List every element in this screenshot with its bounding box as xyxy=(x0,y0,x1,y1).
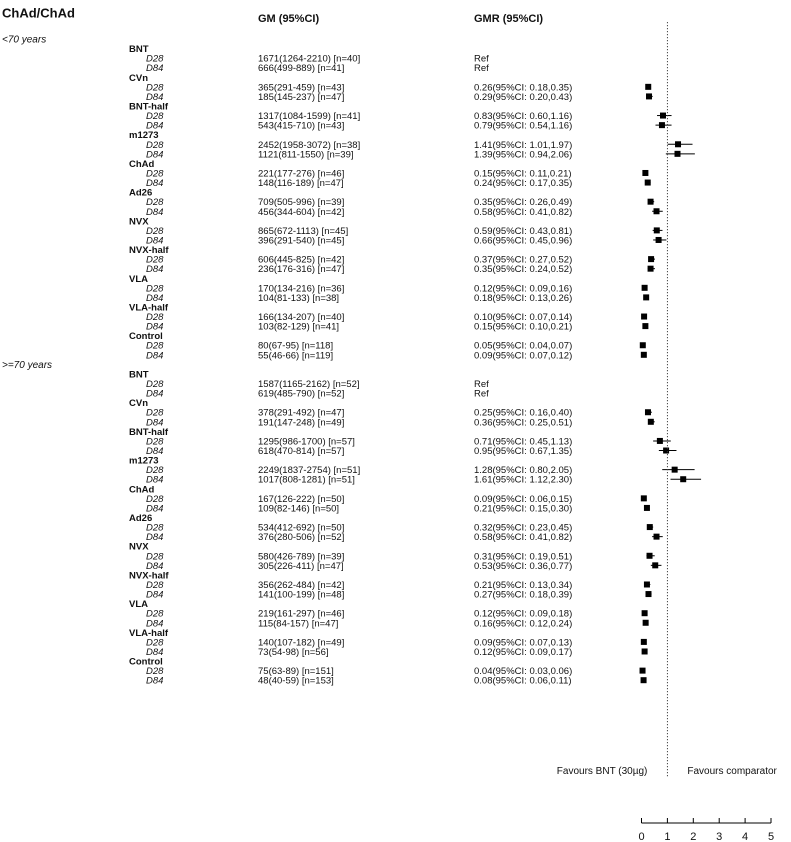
point-estimate xyxy=(654,534,660,540)
gm-value: 170(134-216) [n=36] xyxy=(258,283,345,295)
vaccine-label: BNT-half xyxy=(129,101,169,113)
day-label: D84 xyxy=(146,350,164,362)
point-estimate xyxy=(641,495,647,501)
day-label: D28 xyxy=(146,197,164,209)
gmr-value: Ref xyxy=(474,53,489,65)
gmr-value: 0.36(95%CI: 0.25,0.51) xyxy=(474,417,573,429)
day-label: D84 xyxy=(146,474,164,486)
point-estimate xyxy=(648,419,654,425)
gmr-value: 0.59(95%CI: 0.43,0.81) xyxy=(474,225,573,237)
vaccine-label: ChAd xyxy=(129,158,155,170)
point-estimate xyxy=(641,352,647,358)
day-label: D28 xyxy=(146,283,164,295)
day-label: D84 xyxy=(146,532,164,544)
point-estimate xyxy=(640,342,646,348)
day-label: D84 xyxy=(146,618,164,630)
gmr-value: 0.05(95%CI: 0.04,0.07) xyxy=(474,340,573,352)
gm-value: 236(176-316) [n=47] xyxy=(258,264,345,276)
gm-value: 865(672-1113) [n=45] xyxy=(258,225,349,237)
gmr-value: 0.66(95%CI: 0.45,0.96) xyxy=(474,235,573,247)
vaccine-label: CVn xyxy=(129,398,148,410)
gmr-value: 0.31(95%CI: 0.19,0.51) xyxy=(474,551,573,563)
gmr-value: 0.53(95%CI: 0.36,0.77) xyxy=(474,560,573,572)
point-estimate xyxy=(642,648,648,654)
gmr-value: Ref xyxy=(474,379,489,391)
vaccine-label: BNT xyxy=(129,44,149,56)
day-label: D84 xyxy=(146,235,164,247)
point-estimate xyxy=(642,323,648,329)
point-estimate xyxy=(641,677,647,683)
chart-title: ChAd/ChAd xyxy=(2,5,75,21)
gm-value: 396(291-540) [n=45] xyxy=(258,235,345,247)
gm-value: 148(116-189) [n=47] xyxy=(258,178,344,190)
gm-value: 1671(1264-2210) [n=40] xyxy=(258,53,361,65)
vaccine-label: Control xyxy=(129,331,163,343)
day-label: D28 xyxy=(146,340,164,352)
gm-value: 166(134-207) [n=40] xyxy=(258,312,345,324)
gmr-value: 0.04(95%CI: 0.03,0.06) xyxy=(474,666,573,678)
day-label: D84 xyxy=(146,63,164,75)
gm-value: 73(54-98) [n=56] xyxy=(258,646,329,658)
day-label: D28 xyxy=(146,465,164,477)
day-label: D28 xyxy=(146,254,164,266)
point-estimate xyxy=(644,581,650,587)
gm-value: 115(84-157) [n=47] xyxy=(258,618,339,630)
point-estimate xyxy=(645,591,651,597)
day-label: D28 xyxy=(146,407,164,419)
gm-value: 75(63-89) [n=151] xyxy=(258,666,334,678)
age-group-label: >=70 years xyxy=(2,359,53,371)
gm-value: 709(505-996) [n=39] xyxy=(258,197,345,209)
day-label: D84 xyxy=(146,321,164,333)
day-label: D84 xyxy=(146,206,164,218)
gmr-value: 0.21(95%CI: 0.13,0.34) xyxy=(474,579,573,591)
x-tick-label: 1 xyxy=(664,831,671,842)
point-estimate xyxy=(645,180,651,186)
point-estimate xyxy=(652,562,658,568)
vaccine-label: VLA xyxy=(129,599,148,611)
gmr-value: 0.12(95%CI: 0.09,0.16) xyxy=(474,283,573,295)
point-estimate xyxy=(660,113,666,119)
point-estimate xyxy=(645,409,651,415)
day-label: D28 xyxy=(146,53,164,65)
point-estimate xyxy=(642,610,648,616)
point-estimate xyxy=(663,448,669,454)
point-estimate xyxy=(675,151,681,157)
day-label: D28 xyxy=(146,579,164,591)
gmr-value: 0.21(95%CI: 0.15,0.30) xyxy=(474,503,573,515)
gm-value: 1317(1084-1599) [n=41] xyxy=(258,111,361,123)
day-label: D84 xyxy=(146,503,164,515)
day-label: D84 xyxy=(146,388,164,400)
gm-value: 606(445-825) [n=42] xyxy=(258,254,345,266)
gm-value: 543(415-710) [n=43] xyxy=(258,120,345,132)
gmr-value: 0.37(95%CI: 0.27,0.52) xyxy=(474,254,573,266)
day-label: D84 xyxy=(146,446,164,458)
gmr-value: 0.35(95%CI: 0.24,0.52) xyxy=(474,264,573,276)
vaccine-label: BNT xyxy=(129,369,149,381)
gmr-value: 0.35(95%CI: 0.26,0.49) xyxy=(474,197,573,209)
gm-value: 619(485-790) [n=52] xyxy=(258,388,345,400)
point-estimate xyxy=(648,256,654,262)
day-label: D84 xyxy=(146,646,164,658)
point-estimate xyxy=(642,170,648,176)
vaccine-label: Ad26 xyxy=(129,187,153,199)
gmr-value: 0.27(95%CI: 0.18,0.39) xyxy=(474,589,573,601)
gmr-value: 1.41(95%CI: 1.01,1.97) xyxy=(474,139,573,151)
day-label: D28 xyxy=(146,551,164,563)
gm-value: 191(147-248) [n=49] xyxy=(258,417,345,429)
gm-value: 618(470-814) [n=57] xyxy=(258,446,345,458)
day-label: D84 xyxy=(146,91,164,103)
gmr-value: 1.39(95%CI: 0.94,2.06) xyxy=(474,149,573,161)
gmr-value: 0.58(95%CI: 0.41,0.82) xyxy=(474,532,573,544)
gmr-value: 0.10(95%CI: 0.07,0.14) xyxy=(474,312,573,324)
point-estimate xyxy=(647,553,653,559)
day-label: D28 xyxy=(146,666,164,678)
gm-value: 1587(1165-2162) [n=52] xyxy=(258,379,360,391)
point-estimate xyxy=(680,476,686,482)
day-label: D28 xyxy=(146,608,164,620)
day-label: D28 xyxy=(146,312,164,324)
point-estimate xyxy=(642,285,648,291)
gmr-value: 0.71(95%CI: 0.45,1.13) xyxy=(474,436,573,448)
day-label: D84 xyxy=(146,264,164,276)
point-estimate xyxy=(672,467,678,473)
gmr-value: 0.25(95%CI: 0.16,0.40) xyxy=(474,407,573,419)
gm-value: 104(81-133) [n=38] xyxy=(258,292,340,304)
gm-value: 1017(808-1281) [n=51] xyxy=(258,474,355,486)
point-estimate xyxy=(654,227,660,233)
vaccine-label: ChAd xyxy=(129,484,155,496)
day-label: D28 xyxy=(146,522,164,534)
gmr-value: 0.09(95%CI: 0.07,0.13) xyxy=(474,637,573,649)
gm-value: 141(100-199) [n=48] xyxy=(258,589,345,601)
day-label: D84 xyxy=(146,589,164,601)
point-estimate xyxy=(654,208,660,214)
gm-value: 48(40-59) [n=153] xyxy=(258,675,334,687)
x-tick-label: 2 xyxy=(690,831,697,842)
day-label: D28 xyxy=(146,82,164,94)
point-estimate xyxy=(641,639,647,645)
gmr-value: 0.26(95%CI: 0.18,0.35) xyxy=(474,82,573,94)
point-estimate xyxy=(643,620,649,626)
vaccine-label: m1273 xyxy=(129,130,159,142)
vaccine-label: NVX-half xyxy=(129,570,169,582)
gmr-value: 0.29(95%CI: 0.20,0.43) xyxy=(474,91,573,103)
gm-value: 185(145-237) [n=47] xyxy=(258,91,345,103)
day-label: D84 xyxy=(146,120,164,132)
gm-value: 80(67-95) [n=118] xyxy=(258,340,334,352)
day-label: D28 xyxy=(146,139,164,151)
gm-value: 305(226-411) [n=47] xyxy=(258,560,344,572)
gm-value: 378(291-492) [n=47] xyxy=(258,407,345,419)
gmr-value: 0.15(95%CI: 0.10,0.21) xyxy=(474,321,573,333)
gmr-value: 0.16(95%CI: 0.12,0.24) xyxy=(474,618,573,630)
vaccine-label: BNT-half xyxy=(129,426,169,438)
gm-value: 2452(1958-3072) [n=38] xyxy=(258,139,361,151)
gmr-value: 0.58(95%CI: 0.41,0.82) xyxy=(474,206,573,218)
gm-value: 219(161-297) [n=46] xyxy=(258,608,345,620)
point-estimate xyxy=(659,122,665,128)
gmr-value: 0.32(95%CI: 0.23,0.45) xyxy=(474,522,573,534)
vaccine-label: m1273 xyxy=(129,455,159,467)
day-label: D84 xyxy=(146,178,164,190)
day-label: D84 xyxy=(146,417,164,429)
point-estimate xyxy=(648,266,654,272)
day-label: D84 xyxy=(146,560,164,572)
gmr-value: 0.09(95%CI: 0.07,0.12) xyxy=(474,350,573,362)
gmr-value: 1.28(95%CI: 0.80,2.05) xyxy=(474,465,573,477)
day-label: D84 xyxy=(146,292,164,304)
gm-value: 1121(811-1550) [n=39] xyxy=(258,149,354,161)
day-label: D28 xyxy=(146,637,164,649)
x-tick-label: 4 xyxy=(742,831,749,842)
vaccine-label: NVX xyxy=(129,216,149,228)
gm-value: 456(344-604) [n=42] xyxy=(258,206,345,218)
gm-value: 140(107-182) [n=49] xyxy=(258,637,345,649)
day-label: D28 xyxy=(146,379,164,391)
gm-value: 167(126-222) [n=50] xyxy=(258,493,345,505)
gm-value: 376(280-506) [n=52] xyxy=(258,532,345,544)
x-tick-label: 5 xyxy=(767,831,775,842)
day-label: D84 xyxy=(146,675,164,687)
gm-value: 356(262-484) [n=42] xyxy=(258,579,345,591)
gmr-value: 0.08(95%CI: 0.06,0.11) xyxy=(474,675,572,687)
day-label: D28 xyxy=(146,225,164,237)
point-estimate xyxy=(646,93,652,99)
gm-column-header: GM (95%CI) xyxy=(258,13,320,25)
point-estimate xyxy=(647,524,653,530)
vaccine-label: VLA-half xyxy=(129,302,169,314)
gmr-value: 0.24(95%CI: 0.17,0.35) xyxy=(474,178,573,190)
point-estimate xyxy=(645,84,651,90)
gmr-value: 0.09(95%CI: 0.06,0.15) xyxy=(474,493,573,505)
x-tick-label: 3 xyxy=(716,831,723,842)
day-label: D28 xyxy=(146,111,164,123)
point-estimate xyxy=(675,141,681,147)
gm-value: 103(82-129) [n=41] xyxy=(258,321,340,333)
gmr-column-header: GMR (95%CI) xyxy=(474,13,544,25)
point-estimate xyxy=(644,505,650,511)
point-estimate xyxy=(641,314,647,320)
gmr-value: 0.95(95%CI: 0.67,1.35) xyxy=(474,446,573,458)
gmr-value: 0.79(95%CI: 0.54,1.16) xyxy=(474,120,573,132)
point-estimate xyxy=(640,668,646,674)
gm-value: 666(499-889) [n=41] xyxy=(258,63,345,75)
day-label: D28 xyxy=(146,168,164,180)
vaccine-label: Ad26 xyxy=(129,513,153,524)
gm-value: 365(291-459) [n=43] xyxy=(258,82,345,94)
gm-value: 534(412-692) [n=50] xyxy=(258,522,345,534)
gmr-value: 0.12(95%CI: 0.09,0.17) xyxy=(474,646,573,658)
vaccine-label: CVn xyxy=(129,72,148,84)
gm-value: 580(426-789) [n=39] xyxy=(258,551,345,563)
favours-left-label: Favours BNT (30µg) xyxy=(556,766,648,777)
point-estimate xyxy=(656,237,662,243)
gmr-value: 1.61(95%CI: 1.12,2.30) xyxy=(474,474,573,486)
vaccine-label: NVX xyxy=(129,541,149,553)
gmr-value: 0.18(95%CI: 0.13,0.26) xyxy=(474,292,573,304)
gm-value: 109(82-146) [n=50] xyxy=(258,503,340,515)
day-label: D28 xyxy=(146,493,164,505)
gmr-value: 0.83(95%CI: 0.60,1.16) xyxy=(474,111,573,123)
vaccine-label: VLA xyxy=(129,273,148,285)
gm-value: 55(46-66) [n=119] xyxy=(258,350,334,362)
gm-value: 1295(986-1700) [n=57] xyxy=(258,436,355,448)
vaccine-label: VLA-half xyxy=(129,627,169,639)
age-group-label: <70 years xyxy=(2,34,47,46)
favours-right-label: Favours comparator xyxy=(687,766,777,777)
gmr-value: Ref xyxy=(474,63,489,75)
point-estimate xyxy=(657,438,663,444)
gm-value: 2249(1837-2754) [n=51] xyxy=(258,465,361,477)
gmr-value: Ref xyxy=(474,388,489,400)
point-estimate xyxy=(643,294,649,300)
vaccine-label: NVX-half xyxy=(129,245,169,257)
gmr-value: 0.15(95%CI: 0.11,0.21) xyxy=(474,168,572,180)
point-estimate xyxy=(648,199,654,205)
gmr-value: 0.12(95%CI: 0.09,0.18) xyxy=(474,608,573,620)
day-label: D28 xyxy=(146,436,164,448)
x-tick-label: 0 xyxy=(638,831,645,842)
gm-value: 221(177-276) [n=46] xyxy=(258,168,345,180)
vaccine-label: Control xyxy=(129,656,163,668)
day-label: D84 xyxy=(146,149,164,161)
